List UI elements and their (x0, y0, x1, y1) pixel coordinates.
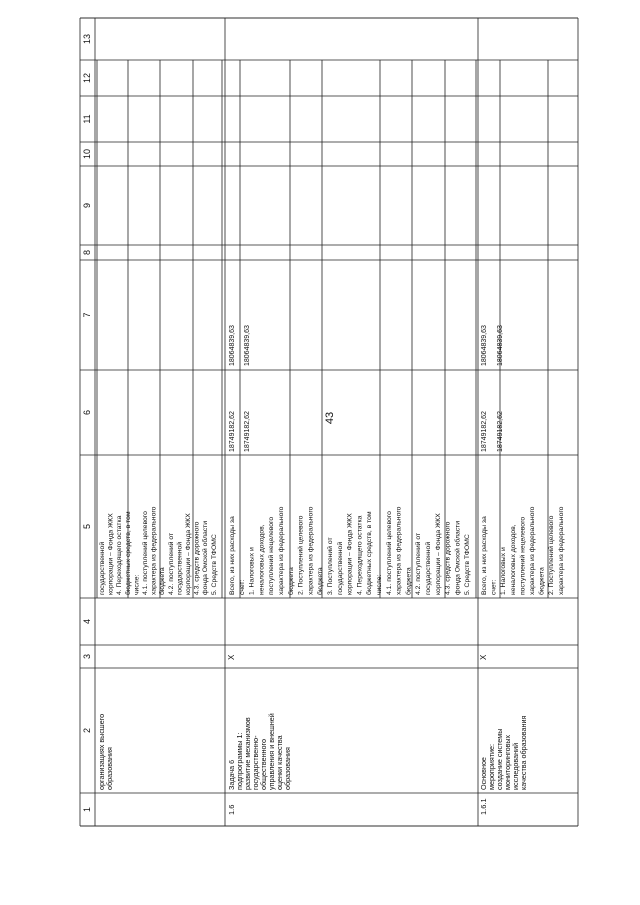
row-1-6-col5-line: корпорации – Фонда ЖКХ (434, 513, 442, 595)
row-1-6-col6-value: 18749182,62 (244, 411, 251, 452)
row-1-6-col5-line: 4.2. поступлений от (415, 532, 423, 595)
row-1-6-col5-line: 2. Поступлений целевого (297, 515, 305, 595)
column-number-13: 13 (82, 33, 92, 45)
continuation-col5-line: корпорации – Фонда ЖКХ (185, 513, 192, 595)
row-1-6-col5-line: характера из федерального (307, 506, 315, 595)
row-1-6-1-col6-value: 18749182,62 (481, 411, 488, 452)
row-1-6-col5-line: 4.3. средств дорожного (444, 521, 452, 595)
column-number-2: 2 (82, 727, 92, 734)
continuation-col5-line: фонда Омской области (202, 520, 210, 595)
continuation-col5-line: 4.1. поступлений целевого (142, 511, 149, 595)
row-1-6-1-col5-line: 2. Поступлений целевого (548, 515, 556, 595)
row-1-6-1-col7-value: 18064839,63 (497, 325, 504, 366)
row-1-6-col2-line: подпрограммы 1: (235, 732, 244, 790)
column-number-5: 5 (82, 523, 92, 530)
row-1-6-1-number: 1.6.1 (479, 798, 488, 815)
column-number-3: 3 (82, 653, 92, 660)
row-1-6-col5-line: 4.1. поступлений целевого (385, 511, 393, 595)
row-1-6-col5-line: 5. Средств ТФОМС (464, 534, 472, 595)
row-1-6-col5-line: бюджета (405, 567, 413, 595)
continuation-col5-line: 4.3. средств дорожного (193, 521, 201, 595)
column-number-4: 4 (82, 618, 92, 625)
row-1-6-number: 1.6 (227, 804, 236, 815)
column-number-10: 10 (82, 148, 92, 160)
row-1-6-col5-line: поступлений нецелевого (268, 516, 276, 595)
row-1-6-col5-line: бюджета (287, 567, 295, 595)
continuation-col5-line: числе: (133, 574, 141, 595)
row-1-6-col5-line: Всего, из них расходы за (229, 516, 236, 595)
row-1-6-col5-line: 1. Налоговых и (248, 547, 256, 595)
page-number: 43 (324, 411, 337, 425)
row-1-6-col5-line: неналоговых доходов, (258, 524, 266, 595)
row-1-6-col2-line: оценки качества (275, 735, 284, 790)
continuation-col5-line: государственной (99, 541, 106, 595)
continuation-col5-line: 4. Переходящего остатка (116, 515, 124, 595)
continuation-col5-line: корпорации – Фонда ЖКХ (107, 513, 115, 595)
row-1-6-1-col2-line: качества образования (519, 715, 528, 790)
row-1-6-col2-line: развитие механизмов (243, 717, 252, 790)
row-1-6-1-col5-line: характера из федерального (529, 506, 536, 595)
row-1-6-col5-line: 3. Поступлений от (327, 537, 334, 595)
row-1-6-col5-line: 4. Переходящего остатка (356, 515, 364, 595)
row-1-6-col6-value: 18749182,62 (229, 411, 236, 452)
continuation-col5-line: характера из федерального (150, 506, 158, 595)
continuation-col5-line: бюджетных средств, в том (124, 511, 132, 595)
column-number-11: 11 (82, 114, 92, 124)
row-1-6-1-col6-value: 18749182,62 (497, 411, 504, 452)
column-number-8: 8 (82, 249, 92, 256)
row-1-6-col2-line: управления и внешней (267, 713, 276, 790)
row-1-6-1-col3: X (479, 654, 488, 660)
column-number-6: 6 (82, 409, 92, 416)
row-1-6-1-col5-line: Всего, из них расходы за (481, 516, 488, 595)
row-1-6-1-col2-line: исследований (511, 742, 520, 790)
row-1-6-col3: X (227, 654, 236, 660)
row-1-6-col7-value: 18064839,63 (229, 325, 236, 366)
row-1-6-1-col5-line: поступлений нецелевого (519, 516, 527, 595)
row-1-6-col5-line: фонда Омской области (454, 520, 462, 595)
row-1-6-col5-line: числе: (376, 574, 383, 595)
row-1-6-1-col5-line: 1. Налоговых и (500, 547, 508, 595)
column-number-12: 12 (82, 72, 92, 84)
row-1-6-1-col5-line: счет: (490, 579, 498, 595)
continuation-col5-line: государственной (176, 541, 184, 595)
row-1-6-1-col5-line: характера из федерального (557, 506, 565, 595)
row-1-6-1-col2-line: Основное (479, 757, 488, 790)
row-1-6-1-col2-line: создание системы (495, 728, 504, 790)
continuation-col2-line: образования (105, 747, 114, 790)
row-1-6-col2-line: Задача 6 (227, 759, 236, 790)
continuation-col5-line: 5. Средств ТФОМС (210, 534, 218, 595)
column-number-7: 7 (82, 312, 92, 318)
continuation-col2-line: организациях высшего (97, 713, 106, 790)
row-1-6-col2-line: общественного (259, 739, 268, 790)
row-1-6-col2-line: образования (283, 747, 292, 790)
row-1-6-1-col2-line: мероприятие: (487, 743, 496, 790)
row-1-6-col5-line: бюджетных средств, в том (366, 511, 374, 595)
row-1-6-col2-line: государственно- (251, 735, 260, 790)
row-1-6-col7-value: 18064839,63 (244, 325, 251, 366)
row-1-6-1-col5-line: неналоговых доходов, (509, 524, 517, 595)
row-1-6-col5-line: характера из федерального (395, 506, 403, 595)
column-number-1: 1 (82, 806, 92, 813)
row-1-6-1-col5-line: бюджета (538, 567, 546, 595)
row-1-6-col5-line: характера из федерального (278, 506, 285, 595)
row-1-6-col5-line: бюджета (317, 567, 325, 595)
row-1-6-col5-line: государственной (425, 541, 432, 595)
column-number-9: 9 (82, 202, 92, 209)
row-1-6-1-col7-value: 18064839,63 (481, 325, 488, 366)
row-1-6-col5-line: корпорации – Фонда ЖКХ (346, 513, 354, 595)
row-1-6-col5-line: счет: (238, 579, 246, 595)
row-1-6-col5-line: государственной (336, 541, 344, 595)
continuation-col5-line: бюджета (159, 567, 167, 595)
continuation-col5-line: 4.2. поступлений от (167, 532, 175, 595)
row-1-6-1-col2-line: мониторинговых (503, 734, 512, 790)
